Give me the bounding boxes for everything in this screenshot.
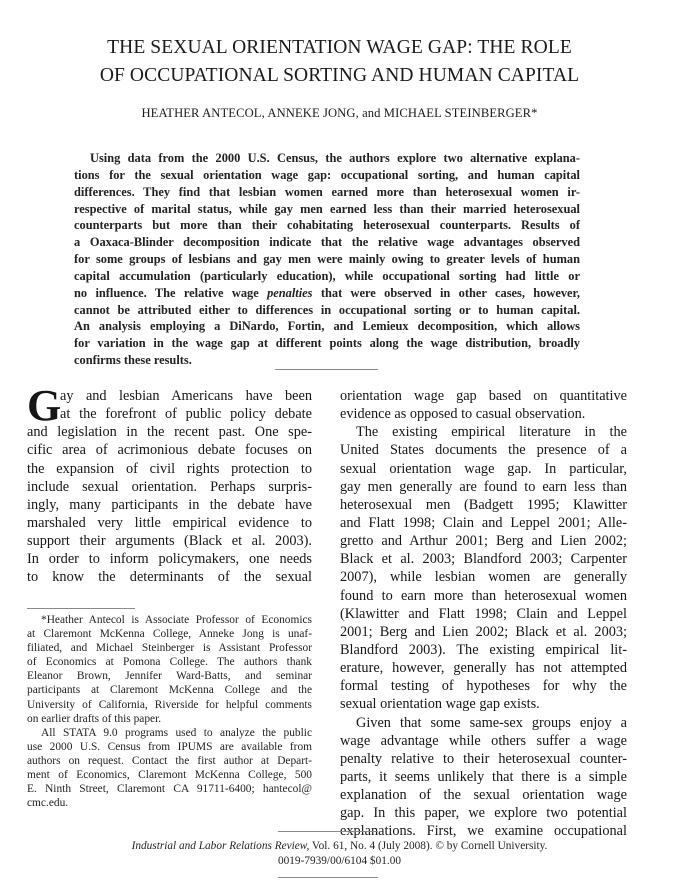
abstract-text: no influence. The relative wage [74, 285, 268, 300]
abstract-line: differences. They find that lesbian women earned more than heterosexual women ir- [74, 184, 580, 199]
body-line: (Klawitter and Flatt 1998; Clain and Leppel [340, 605, 627, 622]
abstract-text: that were observed in other cases, however, [312, 285, 580, 300]
footnote-line: use 2000 U.S. Census from IPUMS are available from [27, 740, 312, 753]
citation-bottom-divider [278, 877, 378, 878]
body-line: penalty relative to their heterosexual counter- [340, 750, 627, 767]
journal-citation [0, 839, 679, 868]
footnote-line: at Claremont McKenna College, Anneke Jong is unaf- [27, 628, 312, 641]
body-line: evidence as opposed to casual observation. [340, 406, 586, 423]
body-line: gretto and Arthur 2001; Berg and Lien 2002; [340, 533, 627, 550]
body-line: orientation wage gap based on quantitative [340, 388, 627, 404]
body-line: gap. In this paper, we explore two potential [340, 805, 627, 822]
body-line: wage advantage while others suffer a wage [340, 732, 627, 749]
title-line-2: OF OCCUPATIONAL SORTING AND HUMAN CAPITAL [99, 65, 580, 86]
title-line-1: THE SEXUAL ORIENTATION WAGE GAP: THE ROLE [107, 37, 572, 58]
footnote-line: University of California, Riverside for helpful comments [27, 698, 312, 711]
footnote-line: Eleanor Brown, Jennifer Ward-Batts, and seminar [27, 670, 312, 683]
body-line: and Flatt 1998; Clain and Leppel 2001; Alle- [340, 514, 627, 531]
body-line: marshaled very little empirical evidence to [27, 514, 312, 531]
body-line: explanation of the sexual orientation wage [340, 787, 627, 804]
body-line: Blandford 2003). The existing empirical lit- [340, 641, 627, 658]
body-line: United States documents the presence of a [340, 442, 627, 459]
abstract-line: respective of marital status, while gay men earned less than their married heterosexual [74, 201, 580, 216]
abstract-line: a Oaxaca-Blinder decomposition indicate that the relative wage advantages observed [74, 235, 580, 250]
opening-paragraph [27, 381, 312, 430]
abstract-line: tions for the sexual orientation wage gap: occupational sorting, and human capital [74, 167, 580, 182]
footnote-line: on earlier drafts of this paper. [27, 712, 162, 725]
body-line: found to earn more than heterosexual women [340, 587, 627, 604]
drop-cap: G [27, 381, 62, 430]
footnote-line: filiated, and Michael Steinberger is Assistant Professor [27, 642, 312, 655]
body-line: formal testing of hypotheses for why the [340, 678, 627, 695]
body-line: Given that some same-sex groups enjoy a [356, 714, 627, 731]
abstract-line: counterparts but more than their cohabitating heterosexual counterparts. Results of [74, 218, 580, 233]
abstract-divider [275, 369, 378, 370]
body-line: the expansion of civil rights protection to [27, 460, 312, 477]
body-line: 2007), while lesbian women are generally [340, 569, 627, 586]
body-line: cific area of acrimonious debate focuses on [27, 442, 312, 459]
abstract-line: cannot be attributed either to differences in occupational sorting or to human capital. [74, 302, 580, 317]
abstract-line [74, 285, 580, 302]
citation-line-1 [0, 839, 679, 854]
citation-details: Vol. 61, No. 4 (July 2008). © by Cornell University. [309, 840, 548, 852]
body-line: sexual orientation wage gap exists. [340, 696, 540, 713]
abstract [74, 150, 580, 369]
body-line: sexual orientation wage gap. In particular, [340, 460, 627, 477]
footnote-line: cmc.edu. [27, 797, 69, 810]
body-line: explanations. First, we examine occupational [340, 823, 627, 840]
body-right-column [340, 387, 627, 841]
body-line: The existing empirical literature in the [356, 424, 627, 441]
body-line: at the forefront of public policy debate [60, 406, 312, 423]
body-line: In order to inform policymakers, one needs [27, 551, 312, 568]
body-line: parts, it seems unlikely that there is a simple [340, 768, 627, 785]
abstract-line: capital accumulation (particularly education), while occupational sorting had little or [74, 268, 580, 283]
body-line: and legislation in the recent past. One spe- [27, 424, 312, 441]
emphasis-penalties: penalties [267, 285, 313, 300]
citation-code: 0019-7939/00/6104 $01.00 [277, 854, 401, 867]
abstract-line: for some groups of lesbians and gay men were mainly owing to greater levels of human [74, 252, 580, 267]
abstract-line: for variation in the wage gap at different points along the wage distribution, broadly [74, 336, 580, 351]
footnote-line: authors on request. Contact the first author at Depart- [27, 754, 312, 767]
body-line: ingly, many participants in the debate have [27, 496, 312, 513]
body-line: gay men generally are found to earn less than [340, 478, 627, 495]
footnote-line: participants at Claremont McKenna College and the [27, 684, 312, 697]
author-list: HEATHER ANTECOL, ANNEKE JONG, and MICHAEL STEINBERGER* [141, 106, 538, 120]
body-line: Black et al. 2003; Blandford 2003; Carpenter [340, 551, 627, 568]
abstract-line: Using data from the 2000 U.S. Census, the authors explore two alternative explana- [90, 151, 580, 165]
footnote-line: E. Ninth Street, Claremont CA 91711-6400; hantecol@ [27, 783, 312, 796]
abstract-line: confirms these results. [74, 353, 192, 368]
footnote-divider [27, 608, 135, 609]
footnote-line: ment of Economics, Claremont McKenna College, 500 [27, 769, 312, 782]
body-line: to know the determinants of the sexual [27, 569, 312, 586]
body-line: support their arguments (Black et al. 2003). [27, 533, 312, 550]
body-line: erature, however, generally has not attempted [340, 660, 627, 677]
paper-title [0, 34, 679, 90]
body-line: 2001; Berg and Lien 2002; Black et al. 2003; [340, 623, 627, 640]
footnote-line: All STATA 9.0 programs used to analyze the public [41, 726, 312, 739]
body-line: heterosexual men (Badgett 1995; Klawitter [340, 496, 627, 513]
journal-name: Industrial and Labor Relations Review, [131, 840, 310, 852]
body-line: include sexual orientation. Perhaps surpris- [27, 478, 312, 495]
body-left-column [27, 381, 312, 587]
footnote-line: of Economics at Pomona College. The authors thank [27, 656, 312, 669]
body-line: ay and lesbian Americans have been [60, 388, 312, 404]
citation-top-divider [278, 831, 378, 832]
footnotes [27, 613, 312, 810]
abstract-line: An analysis employing a DiNardo, Fortin, and Lemieux decomposition, which allows [74, 319, 580, 334]
footnote-line: *Heather Antecol is Associate Professor of Economics [41, 614, 312, 626]
